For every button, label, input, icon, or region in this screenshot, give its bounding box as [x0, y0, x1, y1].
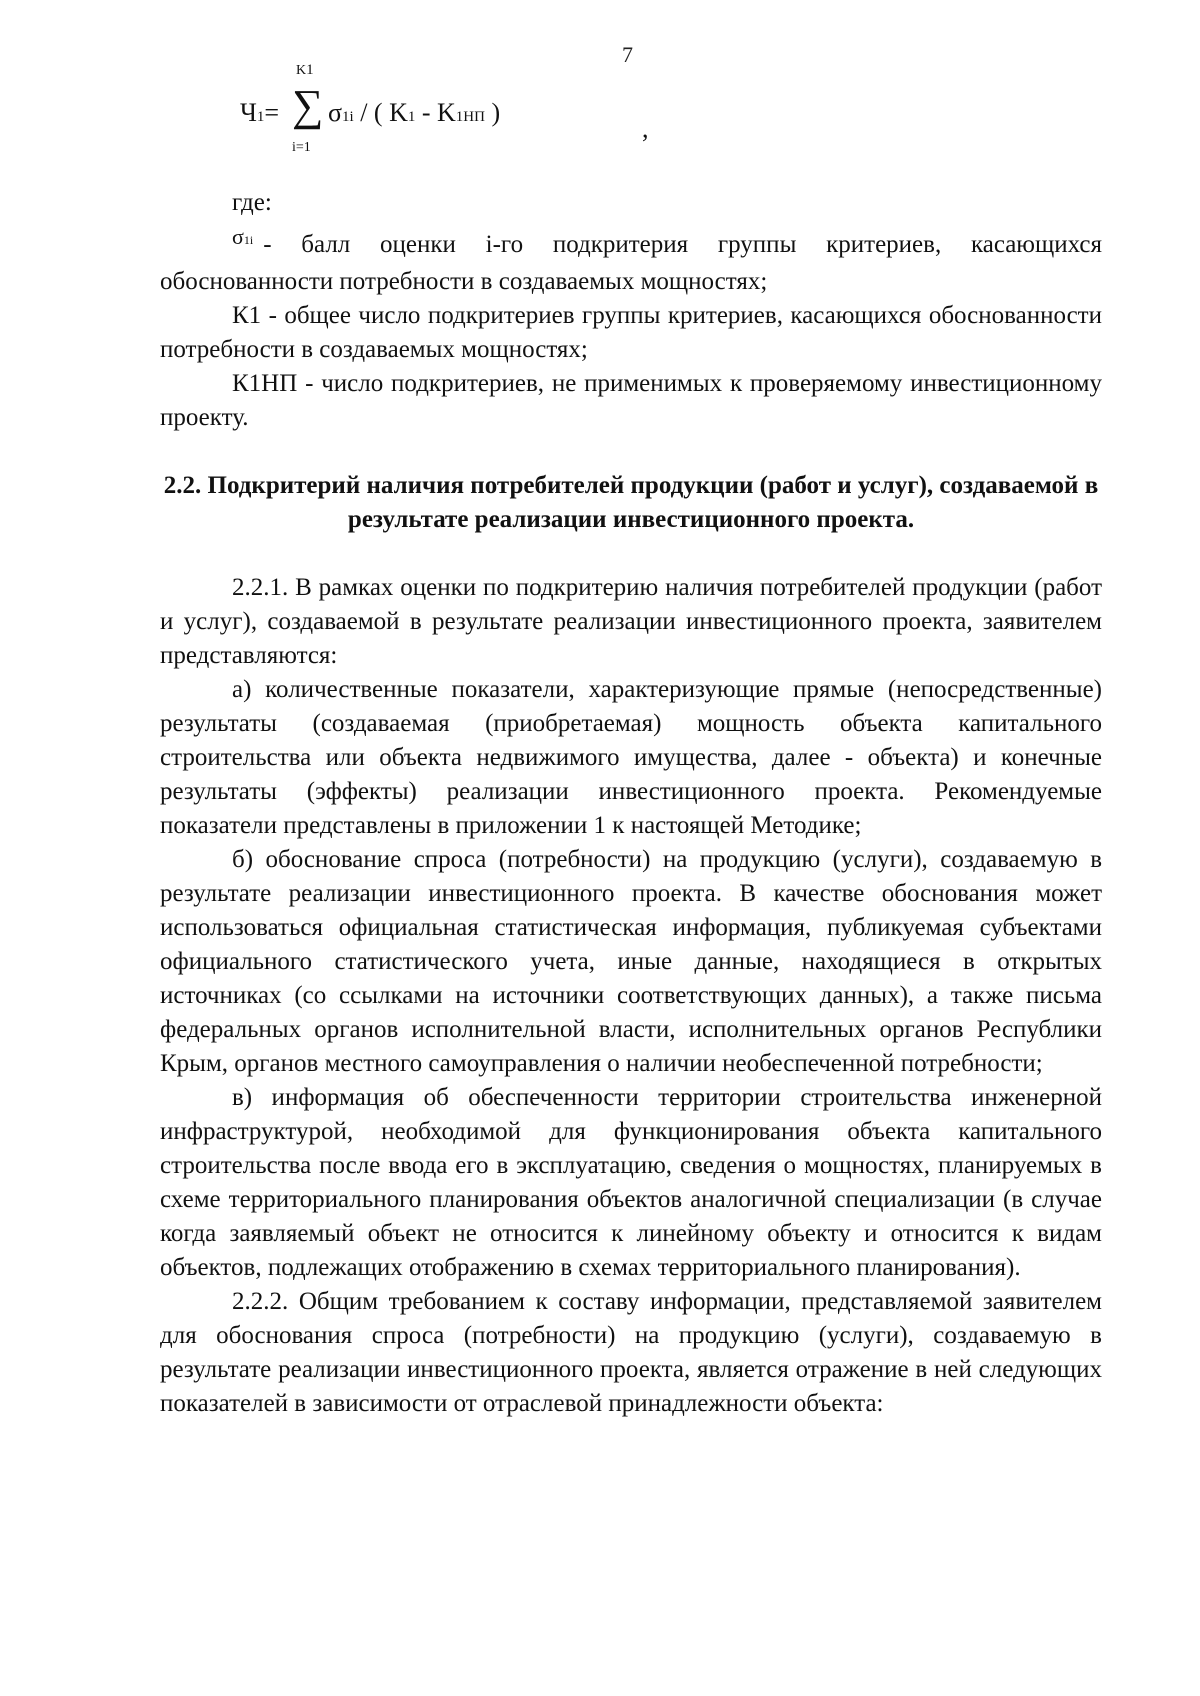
document-body [160, 186, 1102, 1421]
paragraph-2-2-2: 2.2.2. Общим требованием к составу информации, представляемой заявителем для обоснования спроса (потребности) на продукцию (услуги), создаваемую в результате реализации инвестиционного проекта, является отражение в ней следующих показателей в зависимости от отраслевой принадлежности объекта: [160, 1288, 1102, 1417]
item-b: б) обоснование спроса (потребности) на продукцию (услуги), создаваемую в результате реализации инвестиционного проекта. В качестве обоснования может использоваться официальная статистическая информация, публикуемая субъектами официального статистического учета, иные данные, находящиеся в открытых источниках (со ссылками на источники соответствующих данных), а также письма федеральных органов исполнительной власти, исполнительных органов Республики Крым, органов местного самоуправления о наличии необеспеченной потребности; [160, 846, 1102, 1077]
item-v: в) информация об обеспеченности территории строительства инженерной инфраструктурой, необходимой для функционирования объекта капитального строительства после ввода его в эксплуатацию, сведения о мощностях, планируемых в схеме территориального планирования объектов аналогичной специализации (в случае когда заявляемый объект не относится к линейному объекту и относится к видам объектов, подлежащих отображению в схемах территориального планирования). [160, 1084, 1102, 1281]
formula-comma: , [642, 114, 649, 143]
sigma-symbol: σ1i [232, 224, 254, 249]
definition-k1: К1 - общее число подкритериев группы критериев, касающихся обоснованности потребности в создаваемых мощностях; [160, 302, 1102, 363]
paragraph-2-2-1: 2.2.1. В рамках оценки по подкритерию наличия потребителей продукции (работ и услуг), создаваемой в результате реализации инвестиционного проекта, заявителем представляются: [160, 574, 1102, 669]
definition-sigma: σ1i - балл оценки i-го подкритерия группы критериев, касающихся обоснованности потребности в создаваемых мощностях; [160, 224, 1102, 295]
formula-sum-upper: K1 [296, 62, 314, 78]
formula-lhs: Ч1= [240, 98, 280, 127]
sum-sign: ∑ [292, 81, 324, 130]
formula-sum-lower: i=1 [292, 140, 311, 155]
formula-rhs: σ1i / ( K1 - K1НП ) [328, 98, 501, 127]
definition-k1np: К1НП - число подкритериев, не применимых к проверяемому инвестиционному проекту. [160, 370, 1102, 431]
section-heading: 2.2. Подкритерий наличия потребителей продукции (работ и услуг), создаваемой в результате реализации инвестиционного проекта. [163, 472, 1099, 533]
where-label: где: [232, 189, 272, 216]
formula [240, 62, 660, 162]
item-a: а) количественные показатели, характеризующие прямые (непосредственные) результаты (создаваемая (приобретаемая) мощность объекта капитального строительства или объекта недвижимого имущества, далее - объекта) и конечные результаты (эффекты) реализации инвестиционного проекта. Рекомендуемые показатели представлены в приложении 1 к настоящей Методике; [160, 676, 1102, 839]
page-number: 7 [622, 42, 633, 67]
